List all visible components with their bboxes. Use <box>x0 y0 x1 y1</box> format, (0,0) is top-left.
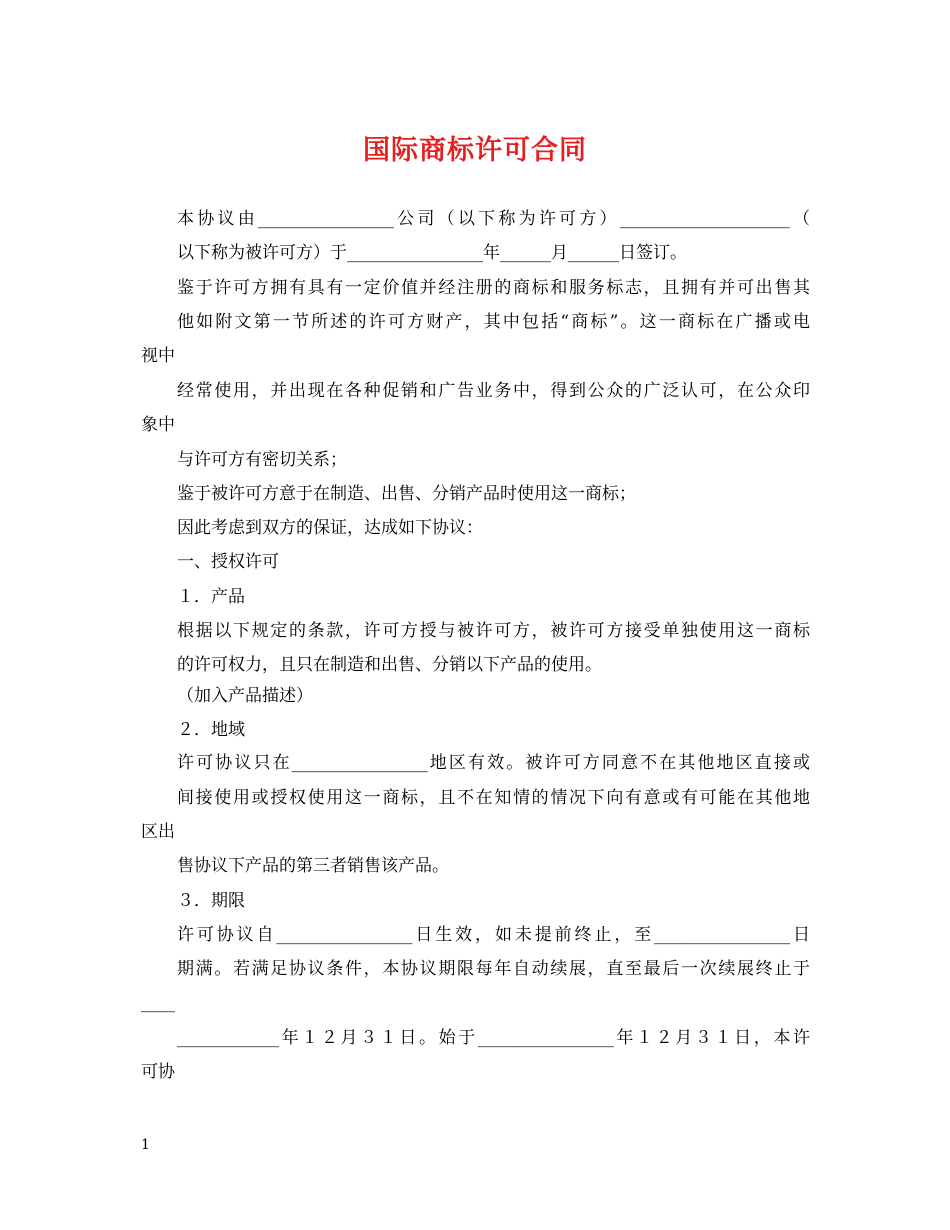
paragraph-line: 他如附文第一节所述的许可方财产，其中包括“商标”。这一商标在广播或电 <box>177 312 810 332</box>
paragraph-line: 间接使用或授权使用这一商标，且不在知情的情况下向有意或有可能在其他地 <box>177 788 810 808</box>
paragraph-line: ____________年１２月３１日。始于________________年１２月３１日，本许 <box>177 1028 810 1048</box>
paragraph-line: 售协议下产品的第三者销售该产品。 <box>177 856 449 876</box>
clause-heading: ２．地域 <box>177 720 245 740</box>
paragraph-line: ____ <box>141 993 175 1013</box>
paragraph-line: 象中 <box>141 415 175 435</box>
paragraph-line: 以下称为被许可方）于________________年______月______日签订。 <box>177 243 687 263</box>
paragraph-line: 因此考虑到双方的保证，达成如下协议： <box>177 518 483 538</box>
paragraph-line: 鉴于许可方拥有具有一定价值并经注册的商标和服务标志，且拥有并可出售其 <box>177 278 810 298</box>
clause-heading: ３．期限 <box>177 891 245 911</box>
clause-heading: １．产品 <box>177 587 245 607</box>
paragraph-line: 可协 <box>141 1062 175 1082</box>
paragraph-line: 许可协议只在________________地区有效。被许可方同意不在其他地区直接或 <box>177 753 810 773</box>
paragraph-line: 区出 <box>141 822 175 842</box>
paragraph-line: 的许可权力，且只在制造和出售、分销以下产品的使用。 <box>177 655 602 675</box>
paragraph-line: 本协议由________________公司（以下称为许可方）____________________（ <box>177 209 810 229</box>
paragraph-line: （加入产品描述） <box>177 686 313 706</box>
paragraph-line: 期满。若满足协议条件，本协议期限每年自动续展，直至最后一次续展终止于 <box>177 959 810 979</box>
paragraph-line: 视中 <box>141 346 175 366</box>
paragraph-line: 与许可方有密切关系； <box>177 450 347 470</box>
section-heading: 一、授权许可 <box>177 552 279 572</box>
paragraph-line: 根据以下规定的条款，许可方授与被许可方，被许可方接受单独使用这一商标 <box>177 621 810 641</box>
page-number: 1 <box>141 1137 150 1153</box>
paragraph-line: 许可协议自________________日生效，如未提前终止，至________________日 <box>177 925 810 945</box>
document-title: 国际商标许可合同 <box>363 135 587 166</box>
paragraph-line: 经常使用，并出现在各种促销和广告业务中，得到公众的广泛认可，在公众印 <box>177 381 810 401</box>
paragraph-line: 鉴于被许可方意于在制造、出售、分销产品时使用这一商标； <box>177 484 636 504</box>
